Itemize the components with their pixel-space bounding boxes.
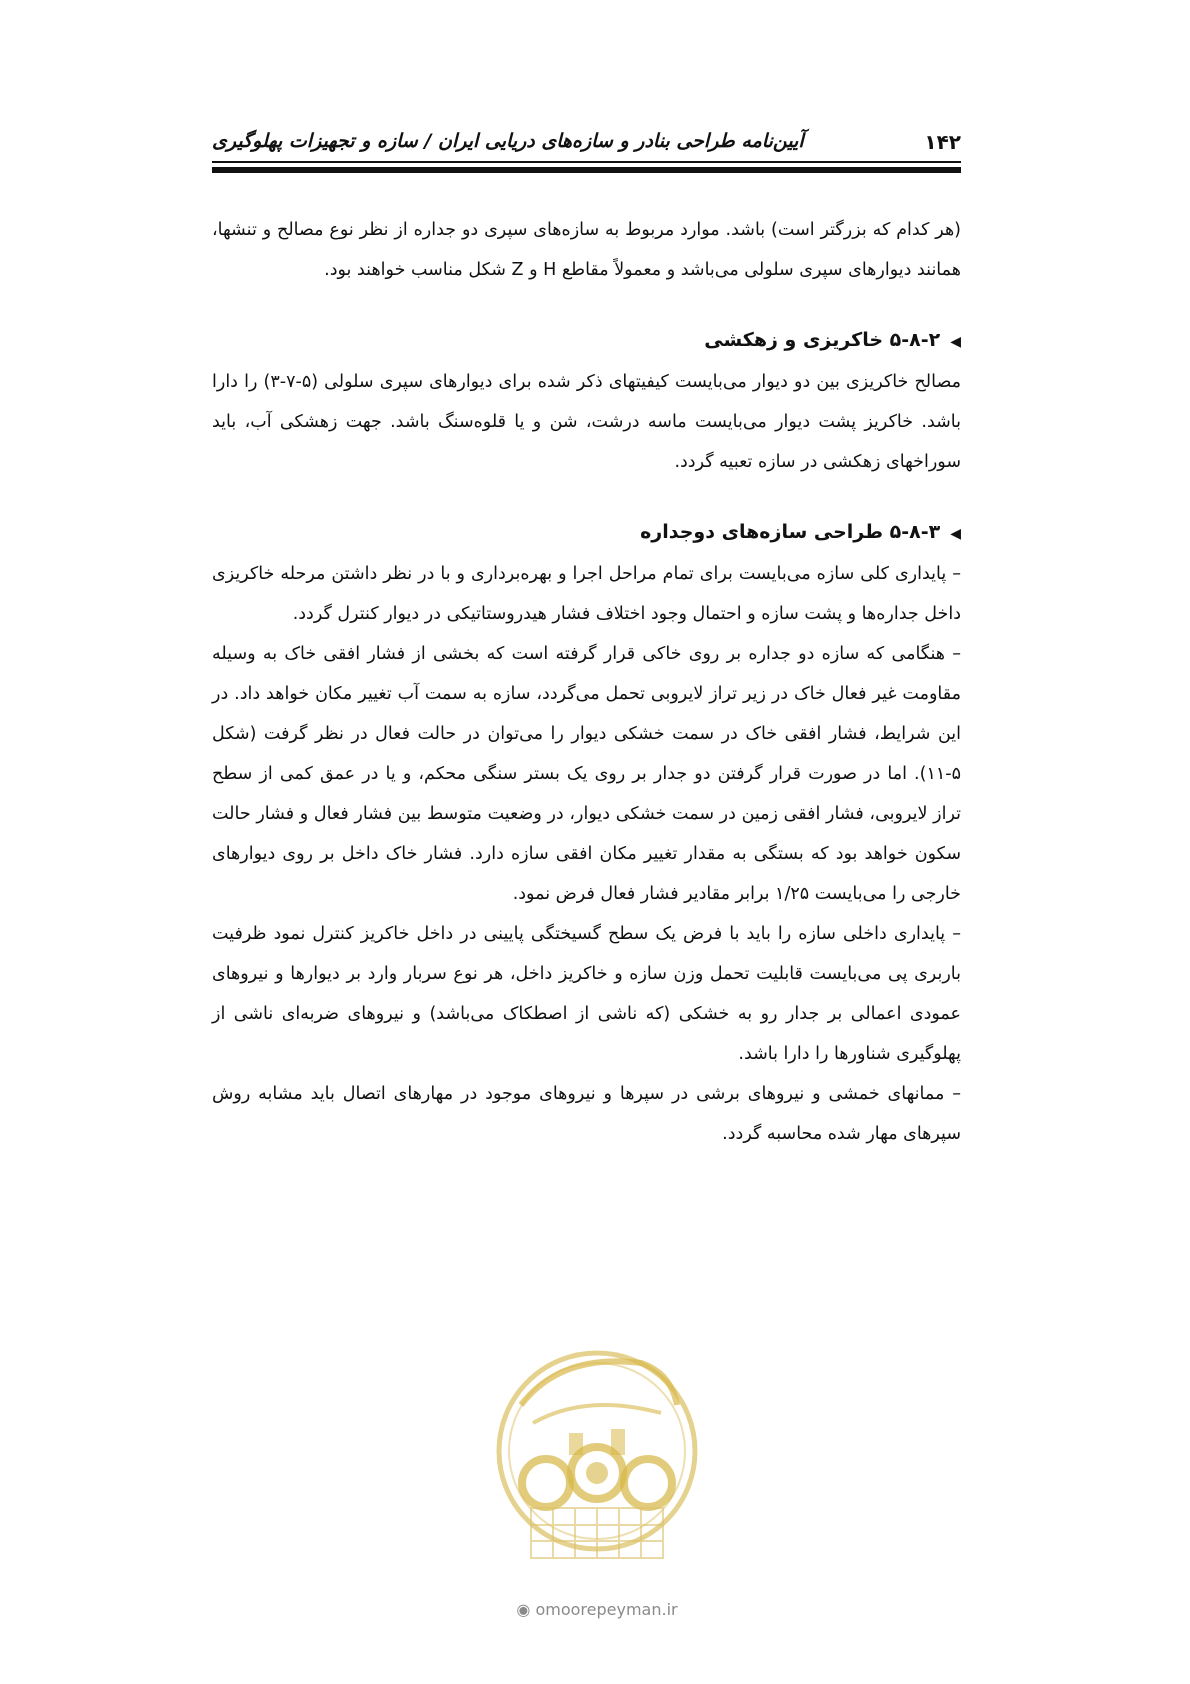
watermark-icon: ◉ [516,1600,531,1619]
section-paragraph: مصالح خاکریزی بین دو دیوار می‌بایست کیفیتهای ذکر شده برای دیوارهای سپری سلولی (۵-۷-۳) را دارا باشد. خاکریز پشت دیوار می‌بایست ماسه درشت، شن و یا قلوه‌سنگ باشد. جهت زهشکی آب، باید سوراخهای زهکشی در سازه تعبیه گردد. [212,372,961,472]
publisher-logo [491,1333,703,1595]
body-text [212,210,961,1154]
section-heading-text: ۵-۸-۳ طراحی سازه‌های دوجداره [640,521,941,543]
section-heading-text: ۵-۸-۲ خاکریزی و زهکشی [704,329,941,351]
intro-paragraph: (هر کدام که بزرگتر است) باشد. موارد مربوط به سازه‌های سپری دو جداره از نظر نوع مصالح و تنشها، همانند دیوارهای سپری سلولی می‌باشد و معمولاً مقاطع H و Z شکل مناسب خواهند بود. [212,220,961,280]
header-rule-thin [212,161,961,163]
bullet-paragraph: – پایداری کلی سازه می‌بایست برای تمام مراحل اجرا و بهره‌برداری و با در نظر داشتن مرحله خاکریزی داخل جداره‌ها و پشت سازه و احتمال وجود اختلاف فشار هیدروستاتیکی در دیوار کنترل گردد. [212,564,961,624]
running-title: آیین‌نامه طراحی بنادر و سازه‌های دریایی ایران / سازه و تجهیزات پهلوگیری [212,130,804,152]
bullet-paragraph: – هنگامی که سازه دو جداره بر روی خاکی قرار گرفته است که بخشی از فشار افقی خاک به وسیله مقاومت غیر فعال خاک در زیر تراز لایروبی تحمل می‌گردد، سازه به سمت آب تغییر مکان خواهد داد. در این شرایط، فشار افقی خاک در سمت خشکی دیوار را می‌توان در حالت فعال در نظر گرفت (شکل ۵-۱۱). اما در صورت قرار گرفتن دو جدار بر روی یک بستر سنگی محکم، و یا در عمق کمی از سطح تراز لایروبی، فشار افقی زمین در سمت خشکی دیوار، در وضعیت متوسط بین فشار فعال و فشار حالت سکون خواهد بود که بستگی به مقدار تغییر مکان افقی سازه دارد. فشار خاک داخل بر روی دیوارهای خارجی را می‌بایست ۱/۲۵ برابر مقادیر فشار فعال فرض نمود. [212,644,961,904]
arrow-marker-icon: ◀ [950,526,961,542]
page-number: ۱۴۲ [924,130,961,154]
bullet-paragraph: – ممانهای خمشی و نیروهای برشی در سپرها و نیروهای موجود در مهارهای اتصال باید مشابه روش سپرهای مهار شده محاسبه گردد. [212,1084,961,1144]
page-header [212,126,961,158]
watermark-url [491,1600,703,1619]
section-heading-5-8-2 [212,320,961,362]
section-heading-5-8-3 [212,512,961,554]
header-rule-thick [212,167,961,173]
arrow-marker-icon: ◀ [950,334,961,350]
bullet-paragraph: – پایداری داخلی سازه را باید با فرض یک سطح گسیختگی پایینی در داخل خاکریز کنترل نمود ظرفیت باربری پی می‌بایست قابلیت تحمل وزن سازه و خاکریز داخل، هر نوع سربار وارد بر دیوارها و نیروهای عمودی اعمالی بر جدار رو به خشکی (که ناشی از اصطکاک می‌باشد) و نیروهای ضربه‌ای ناشی از پهلوگیری شناورها را دارا باشد. [212,924,961,1064]
watermark-text: omoorepeyman.ir [535,1600,678,1619]
